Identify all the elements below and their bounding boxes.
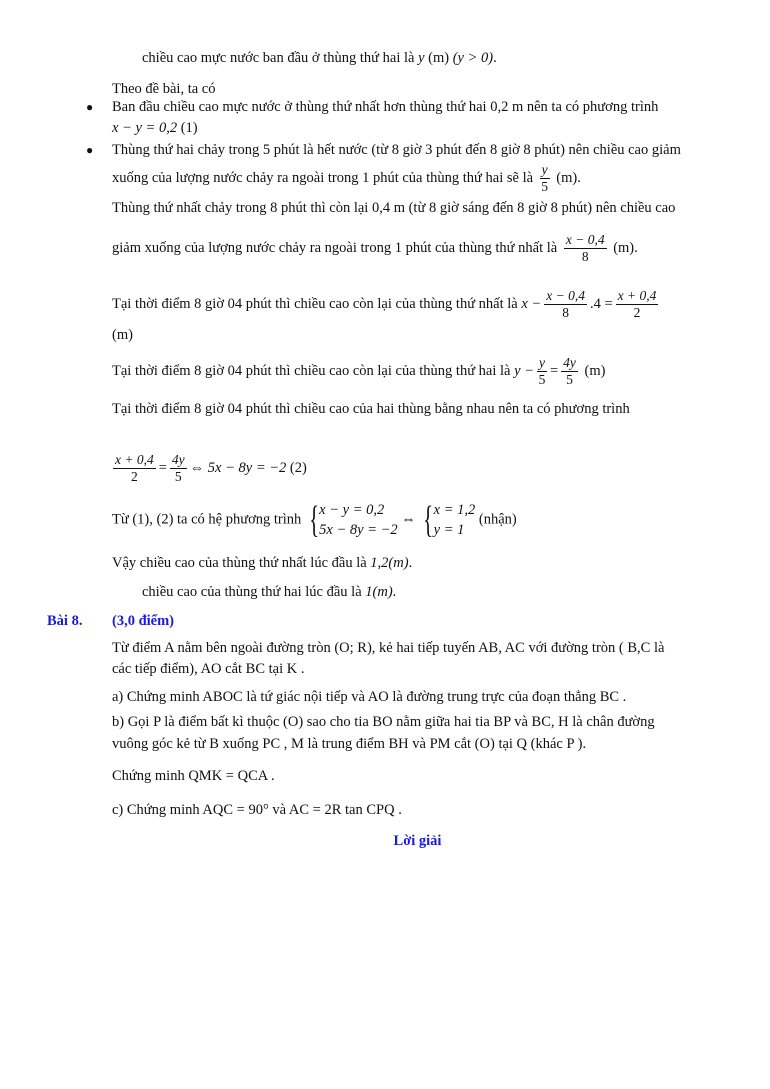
fraction [170,452,187,485]
text-line [112,288,661,321]
equation-line [110,452,307,485]
text-line: Tại thời điểm 8 giờ 04 phút thì chiều cao của hai thùng bằng nhau nên ta có phương trình [112,401,630,417]
problem-part-b: b) Gọi P là điểm bất kì thuộc (O) sao cho tia BO nằm giữa hai tia BP và BC, H là chân đường [112,714,655,730]
denominator: 5 [541,179,549,194]
text-line [142,49,497,67]
math: y [418,50,425,66]
text: . [493,50,497,66]
math: 1,2(m) [370,555,409,571]
text-line: Theo đề bài, ta có [112,81,216,97]
fraction [544,288,587,321]
text-line: Thùng thứ nhất chảy trong 8 phút thì còn lại 0,4 m (từ 8 giờ sáng đến 8 giờ 8 phút) nên chiều cao [112,200,676,216]
numerator: x − 0,4 [565,232,605,247]
text-line [112,232,638,265]
numerator: x − 0,4 [546,288,585,303]
solution-heading: Lời giải [393,833,442,849]
brace-icon: { [309,499,320,541]
math: x = 1,2 [433,502,476,518]
fraction [113,452,156,485]
fraction [561,355,578,388]
denominator: 8 [581,249,589,264]
denominator: 8 [562,305,569,320]
bullet-icon: ● [86,100,94,114]
text-line [112,119,198,137]
text-line: Thùng thứ hai chảy trong 5 phút là hết nước (từ 8 giờ 3 phút đến 8 giờ 8 phút) nên chiều cao giảm [112,142,681,158]
text: giảm xuống của lượng nước chảy ra ngoài trong 1 phút của thùng thứ nhất là [112,239,558,256]
text: Từ (1), (2) ta có hệ phương trình [112,511,302,528]
math: y = 1 [433,522,465,538]
math: x − y = 0,2 [319,502,385,518]
math: = [158,459,167,476]
denominator: 2 [130,469,138,484]
problem-part-a: a) Chứng minh ABOC là tứ giác nội tiếp và AO là đường trung trực của đoạn thẳng BC . [112,689,627,705]
problem-number: Bài 8. [47,613,83,629]
problem-text: Từ điểm A nằm bên ngoài đường tròn (O; R), kẻ hai tiếp tuyến AB, AC với đường tròn ( B,C là [112,640,665,656]
math: 1(m) [365,584,393,600]
fraction [540,162,550,195]
math: 5x − 8y = −2 [319,522,398,538]
math: ⇔ [401,511,416,528]
text: chiều cao của thùng thứ hai lúc đầu là [142,584,362,600]
numerator: 4y [563,355,576,370]
text: (2) [289,459,307,476]
equation-system [419,500,475,540]
text: Vậy chiều cao của thùng thứ nhất lúc đầu là [112,555,367,571]
bullet-icon: ● [86,143,94,157]
denominator: 5 [566,372,573,387]
math: .4 = [589,295,613,312]
fraction [616,288,659,321]
math: ⇔ 5x − 8y = −2 [189,459,287,476]
text-line [112,162,581,195]
fraction [537,355,547,388]
numerator: y [538,355,545,370]
math: = [549,362,559,379]
denominator: 5 [538,372,546,387]
math: (y > 0) [452,50,494,66]
text-line: (m) [112,327,133,343]
text-line [112,554,412,572]
text: xuống của lượng nước chảy ra ngoài trong 1 phút của thùng thứ hai sẽ là [112,169,534,186]
denominator: 2 [633,305,641,320]
text: (m). [556,169,581,186]
math: x − [521,295,542,312]
text: (m). [613,239,638,256]
text: Tại thời điểm 8 giờ 04 phút thì chiều cao còn lại của thùng thứ nhất là [112,295,518,312]
text: chiều cao mực nước ban đầu ở thùng thứ hai là [142,50,415,66]
math: y − [514,362,534,379]
text: . [408,555,413,571]
numerator: x + 0,4 [115,452,154,467]
text-line: Ban đầu chiều cao mực nước ở thùng thứ nhất hơn thùng thứ hai 0,2 m nên ta có phương trình [112,99,659,115]
problem-part-b: Chứng minh QMK = QCA . [112,768,275,784]
problem-points: (3,0 điểm) [112,613,175,629]
text: (m) [584,362,606,379]
problem-part-b: vuông góc kẻ từ B xuống PC , M là trung điểm BH và PM cắt (O) tại Q (khác P ). [112,736,587,752]
numerator: 4y [171,452,185,467]
text: (nhận) [478,511,517,528]
text: Tại thời điểm 8 giờ 04 phút thì chiều cao còn lại của thùng thứ hai là [112,362,511,379]
text: . [392,584,397,600]
fraction [564,232,607,265]
text: (m) [428,50,450,66]
system-line [112,500,517,540]
brace-icon: { [423,499,434,541]
equation-system [305,500,398,540]
text-line [112,355,605,388]
numerator: x + 0,4 [617,288,657,303]
math: x − y = 0,2 [112,120,178,136]
denominator: 5 [174,469,182,484]
problem-part-c: c) Chứng minh AQC = 90° và AC = 2R tan CPQ . [112,802,402,818]
problem-text: các tiếp điểm), AO cắt BC tại K . [112,661,305,677]
text: (1) [180,120,198,136]
numerator: y [541,162,548,177]
text-line [142,583,396,601]
